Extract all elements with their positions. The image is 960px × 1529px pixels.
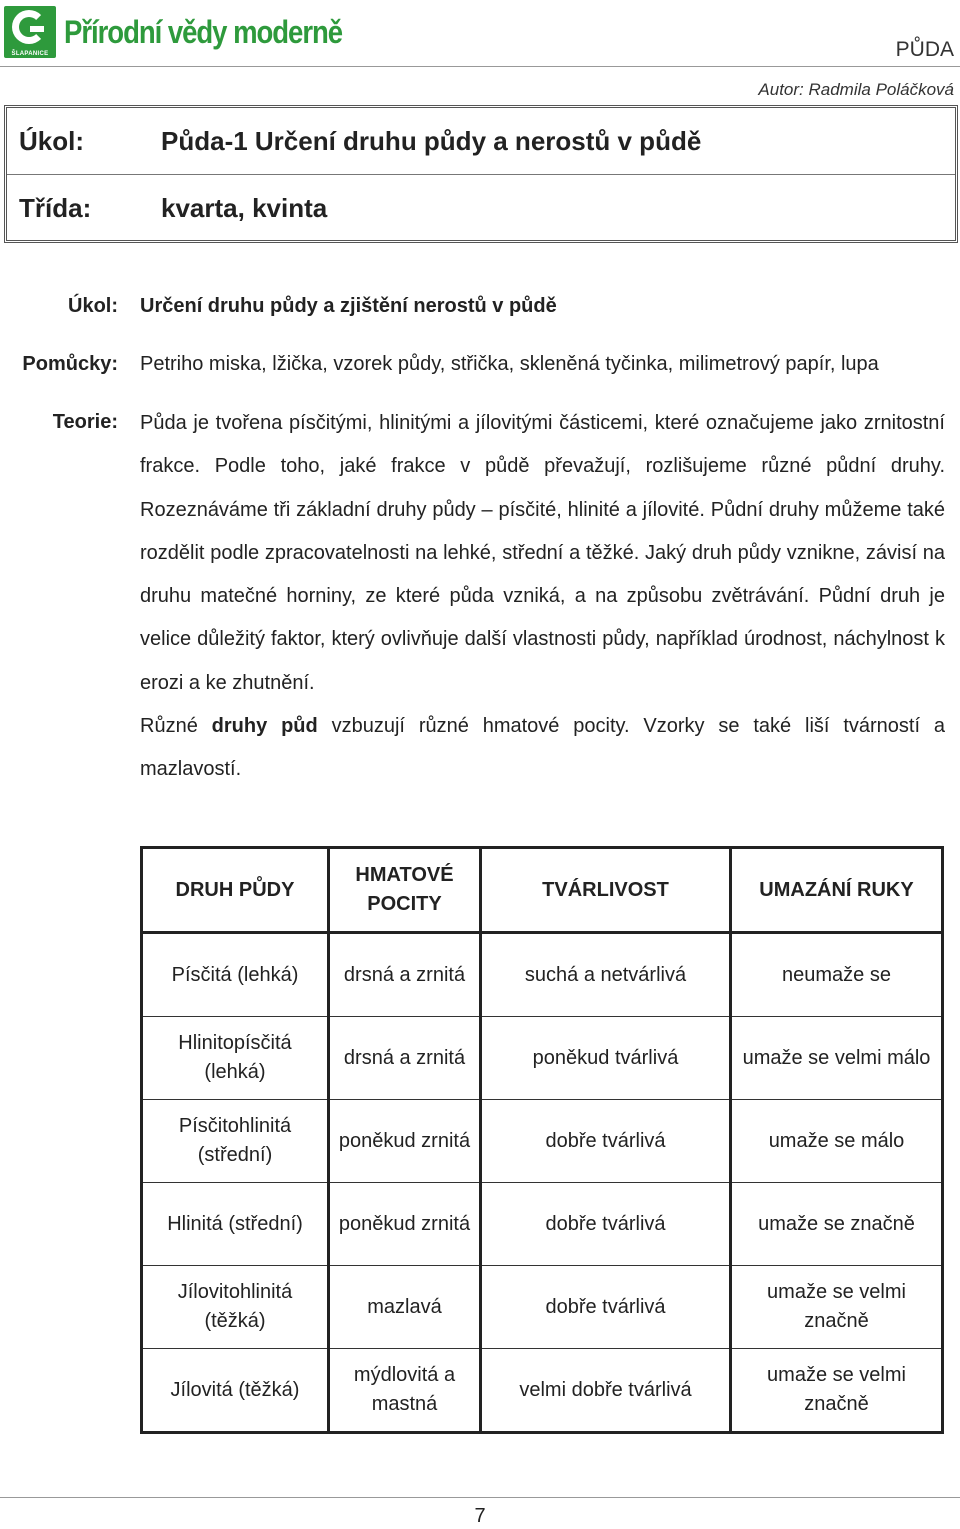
table-cell: Písčitá (lehká) (142, 933, 329, 1017)
table-row (142, 1017, 943, 1100)
header-divider (0, 66, 960, 67)
table-cell: Jílovitá (těžká) (142, 1349, 329, 1433)
table-cell: umaže se velmi málo (731, 1017, 943, 1100)
table-cell: dobře tvárlivá (481, 1100, 731, 1183)
table-cell: Hlinitá (střední) (142, 1183, 329, 1266)
task-box-title: Půda-1 Určení druhu půdy a nerostů v půdě (161, 125, 702, 156)
soil-types-table (140, 846, 944, 1434)
table-header-row (142, 848, 943, 933)
table-row (142, 1183, 943, 1266)
theory-p2-start: Různé (140, 715, 198, 738)
info-task-label: Úkol: (68, 295, 118, 317)
table-cell: dobře tvárlivá (481, 1266, 731, 1349)
theory-text (140, 402, 945, 792)
topic-label: PŮDA (895, 38, 954, 61)
table-row (142, 1266, 943, 1349)
table-cell: dobře tvárlivá (481, 1183, 731, 1266)
theory-p2-bold: druhy půd (211, 715, 318, 738)
table-cell: Hlinitopísčitá (lehká) (142, 1017, 329, 1100)
header-hand-smear: UMAZÁNÍ RUKY (731, 848, 943, 933)
header-touch: HMATOVÉ POCITY (329, 848, 481, 933)
tools-value: Petriho miska, lžička, vzorek půdy, střička, skleněná tyčinka, milimetrový papír, lupa (140, 353, 879, 375)
page-number: 7 (474, 1505, 486, 1527)
theory-label: Teorie: (52, 411, 118, 433)
tools-label: Pomůcky: (22, 353, 118, 375)
table-cell: mýdlovitá a mastná (329, 1349, 481, 1433)
table-cell: drsná a zrnitá (329, 1017, 481, 1100)
header-soil-type: DRUH PŮDY (142, 848, 329, 933)
logo-subtitle: ŠLAPANICE (11, 51, 49, 57)
task-box (4, 105, 958, 243)
table-cell: neumaže se (731, 933, 943, 1017)
table-cell: suchá a netvárlivá (481, 933, 731, 1017)
table-row (142, 1100, 943, 1183)
logo-icon (4, 6, 56, 58)
footer-divider (0, 1497, 960, 1498)
table-row (142, 1349, 943, 1433)
table-cell: velmi dobře tvárlivá (481, 1349, 731, 1433)
header-plasticity: TVÁRLIVOST (481, 848, 731, 933)
table-cell: poněkud tvárlivá (481, 1017, 731, 1100)
table-cell: umaže se málo (731, 1100, 943, 1183)
table-row (142, 933, 943, 1017)
table-cell: mazlavá (329, 1266, 481, 1349)
table-cell: umaže se velmi značně (731, 1349, 943, 1433)
logo-text: Přírodní vědy moderně (64, 13, 343, 50)
info-task-value: Určení druhu půdy a zjištění nerostů v půdě (140, 295, 557, 317)
table-cell: umaže se značně (731, 1183, 943, 1266)
theory-paragraph-2 (140, 705, 945, 792)
logo (4, 4, 387, 60)
table-cell: poněkud zrnitá (329, 1183, 481, 1266)
class-label: Třída: (19, 192, 92, 223)
table-cell: Písčitohlinitá (střední) (142, 1100, 329, 1183)
table-cell: umaže se velmi značně (731, 1266, 943, 1349)
author-line: Autor: Radmila Poláčková (758, 80, 954, 99)
theory-paragraph-1: Půda je tvořena písčitými, hlinitými a jílovitými částicemi, které označujeme jako zrnitostní frakce. Podle toho, jaké frakce v půdě převažují, rozlišujeme různé půdní druhy. Rozeznáváme tři základní druhy půdy – písčité, hlinité a jílovité. Půdní druhy můžeme také rozdělit podle zpracovatelnosti na lehké, střední a těžké. Jaký druh půdy vznikne, závisí na druhu matečné horniny, ze které půda vzniká, a na způsobu zvětrávání. Půdní druh je velice důležitý faktor, který ovlivňuje další vlastnosti půdy, například úrodnost, náchylnost k erozi a ke zhutnění. (140, 412, 945, 694)
task-row (7, 108, 955, 175)
table-cell: Jílovitohlinitá (těžká) (142, 1266, 329, 1349)
class-value: kvarta, kvinta (161, 192, 328, 223)
class-row (7, 175, 955, 241)
task-box-label: Úkol: (19, 125, 84, 156)
table-cell: poněkud zrnitá (329, 1100, 481, 1183)
table-cell: drsná a zrnitá (329, 933, 481, 1017)
theory-p2-end: vzbuzují různé hmatové pocity. Vzorky se také liší tvárností a mazlavostí. (140, 715, 946, 781)
